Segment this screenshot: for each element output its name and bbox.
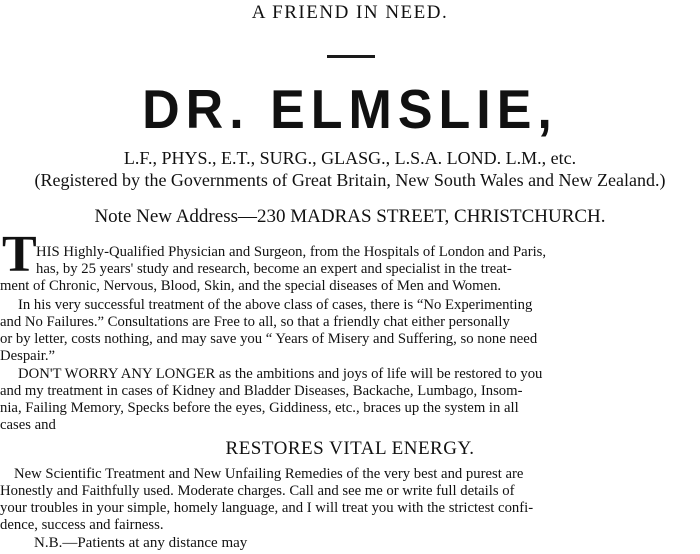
paragraph-4-line-4: dence, success and fairness. — [0, 517, 164, 533]
paragraph-2-line-1: In his very successful treatment of the above class of cases, there is “No Experimenting — [18, 297, 533, 313]
address-line: Note New Address—230 MADRAS STREET, CHRISTCHURCH. — [94, 206, 606, 227]
heading-rule — [327, 55, 375, 58]
paragraph-3-line-3: nia, Failing Memory, Specks before the eyes, Giddiness, etc., braces up the system in all — [0, 400, 519, 416]
paragraph-2-line-4: Despair.” — [0, 348, 56, 364]
paragraph-3-line-1: DON'T WORRY ANY LONGER as the ambitions and joys of life will be restored to you — [18, 366, 543, 382]
paragraph-4-line-1: New Scientific Treatment and New Unfailing Remedies of the very best and purest are — [14, 466, 524, 482]
paragraph-1-line-1: HIS Highly-Qualified Physician and Surgeon, from the Hospitals of London and Paris, — [36, 244, 547, 260]
qualifications: L.F., PHYS., E.T., SURG., GLASG., L.S.A. LOND. L.M., etc. — [123, 148, 577, 168]
paragraph-3-line-4: cases and — [0, 417, 56, 433]
paragraph-1-line-2: has, by 25 years' study and research, become an expert and specialist in the treat- — [36, 261, 512, 277]
ad-heading: A FRIEND IN NEED. — [251, 2, 449, 23]
paragraph-4-line-3: your troubles in your simple, homely language, and I will treat you with the strictest confi- — [0, 500, 534, 516]
paragraph-2-line-3: or by letter, costs nothing, and may save you “ Years of Misery and Suffering, so none need — [0, 331, 538, 347]
paragraph-4-line-2: Honestly and Faithfully used. Moderate charges. Call and see me or write full details of — [0, 483, 515, 499]
restores-subheading: RESTORES VITAL ENERGY. — [225, 438, 475, 459]
paragraph-2-line-2: and No Failures.” Consultations are Free to all, so that a friendly chat either personally — [0, 314, 510, 330]
drop-cap: T — [2, 226, 37, 283]
paragraph-1-line-3: ment of Chronic, Nervous, Blood, Skin, and the special diseases of Men and Women. — [0, 278, 502, 294]
paragraph-3-line-2: and my treatment in cases of Kidney and Bladder Diseases, Backache, Lumbago, Insom- — [0, 383, 523, 399]
registration-note: (Registered by the Governments of Great Britain, New South Wales and New Zealand.) — [34, 170, 666, 190]
footnote: N.B.—Patients at any distance may — [34, 535, 248, 551]
doctor-name: DR. ELMSLIE, — [142, 79, 558, 141]
